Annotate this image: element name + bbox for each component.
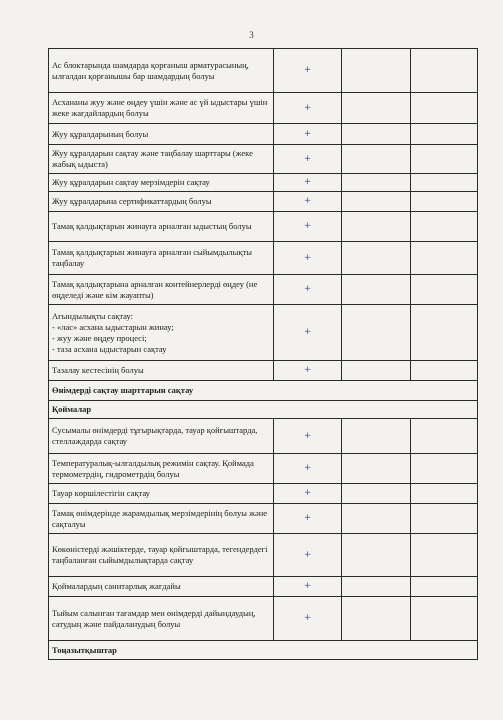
requirement-text: Тауар көршілестігін сақтау [49,484,274,504]
empty-cell [342,275,411,305]
empty-cell [342,504,411,534]
empty-cell [411,192,478,212]
requirement-text: Тамақ қалдықтарын жинауға арналған сыйымдылықты таңбалау [49,242,274,275]
empty-cell [342,534,411,577]
empty-cell [411,49,478,93]
empty-cell [411,361,478,381]
check-mark: + [274,577,342,597]
requirement-text: Сусымалы өнімдерді тұғырықтарда, тауар қойғыштарда, стеллаждарда сақтау [49,419,274,454]
section-title: Тоңазытқыштар [49,641,478,660]
checklist-row [49,484,478,504]
checklist-table [48,48,478,660]
checklist-row [49,174,478,192]
check-mark: + [274,504,342,534]
check-mark: + [274,597,342,641]
check-mark: + [274,145,342,174]
check-mark: + [274,484,342,504]
checklist-row [49,534,478,577]
empty-cell [342,212,411,242]
empty-cell [342,174,411,192]
requirement-text: Тамақ өнімдерінде жарамдылық мерзімдерінің болуы және сақталуы [49,504,274,534]
requirement-text: Ас блоктарында шамдарда қорғаныш арматурасының, ылғалдан қорғанышы бар шамдардың болуы [49,49,274,93]
checklist-row [49,454,478,484]
empty-cell [342,419,411,454]
empty-cell [411,93,478,124]
checklist-row [49,275,478,305]
section-row [49,641,478,660]
empty-cell [411,504,478,534]
checklist-row [49,145,478,174]
requirement-text: Жуу құралдарының болуы [49,124,274,145]
check-mark: + [274,454,342,484]
check-mark: + [274,192,342,212]
empty-cell [411,124,478,145]
checklist-row [49,93,478,124]
checklist-row [49,504,478,534]
empty-cell [411,242,478,275]
empty-cell [342,124,411,145]
requirement-text: Көкөністерді жәшіктерде, тауар қойғыштарда, тегендердегі таңбаланған сыйымдылықтарда сақтау [49,534,274,577]
checklist-row [49,124,478,145]
empty-cell [342,597,411,641]
checklist-row [49,242,478,275]
checklist-row [49,597,478,641]
section-row [49,401,478,419]
requirement-text: Жуу құралдарын сақтау және таңбалау шарттары (жеке жабық ыдыста) [49,145,274,174]
empty-cell [342,305,411,361]
empty-cell [411,534,478,577]
checklist-row [49,419,478,454]
empty-cell [411,419,478,454]
checklist-row [49,212,478,242]
requirement-text: Тазалау кестесінің болуы [49,361,274,381]
section-title: Қоймалар [49,401,478,419]
empty-cell [411,484,478,504]
empty-cell [342,49,411,93]
empty-cell [411,275,478,305]
requirement-text: Қоймалардың санитарлық жағдайы [49,577,274,597]
empty-cell [411,305,478,361]
check-mark: + [274,174,342,192]
check-mark: + [274,49,342,93]
empty-cell [411,212,478,242]
empty-cell [342,454,411,484]
empty-cell [411,145,478,174]
check-mark: + [274,534,342,577]
checklist-row [49,49,478,93]
check-mark: + [274,93,342,124]
page-number: 3 [249,30,254,40]
requirement-text: Температуралық-ылғалдылық режимін сақтау. Қоймада термометрдің, гидрометрдің болуы [49,454,274,484]
empty-cell [411,597,478,641]
empty-cell [411,577,478,597]
check-mark: + [274,275,342,305]
checklist-row [49,192,478,212]
requirement-text: Тамақ қалдықтарына арналған контейнерлерді өңдеу (не өңделеді және кім жауапты) [49,275,274,305]
check-mark: + [274,212,342,242]
empty-cell [411,174,478,192]
empty-cell [411,454,478,484]
checklist-row [49,305,478,361]
empty-cell [342,361,411,381]
checklist-row [49,577,478,597]
requirement-text: Ағындылықты сақтау: - «лас» асхана ыдыстарын жинау; - жуу және өңдеу процесі; - таза асхана ыдыстарын сақтау [49,305,274,361]
requirement-text: Жуу құралдарына сертификаттардың болуы [49,192,274,212]
checklist-row [49,361,478,381]
requirement-text: Асхананы жуу және өңдеу үшін және ас үй ыдыстары үшін жеке жағдайлардың болуы [49,93,274,124]
check-mark: + [274,305,342,361]
section-row [49,381,478,401]
requirement-text: Тыйым салынған тағамдар мен өнімдерді дайындаудың, сатудың және пайдаланудың болуы [49,597,274,641]
check-mark: + [274,419,342,454]
empty-cell [342,242,411,275]
check-mark: + [274,361,342,381]
empty-cell [342,192,411,212]
requirement-text: Жуу құралдарын сақтау мерзімдерін сақтау [49,174,274,192]
requirement-text: Тамақ қалдықтарын жинауға арналған ыдыстың болуы [49,212,274,242]
section-title: Өнімдерді сақтау шарттарын сақтау [49,381,478,401]
empty-cell [342,145,411,174]
empty-cell [342,484,411,504]
empty-cell [342,577,411,597]
empty-cell [342,93,411,124]
check-mark: + [274,124,342,145]
check-mark: + [274,242,342,275]
